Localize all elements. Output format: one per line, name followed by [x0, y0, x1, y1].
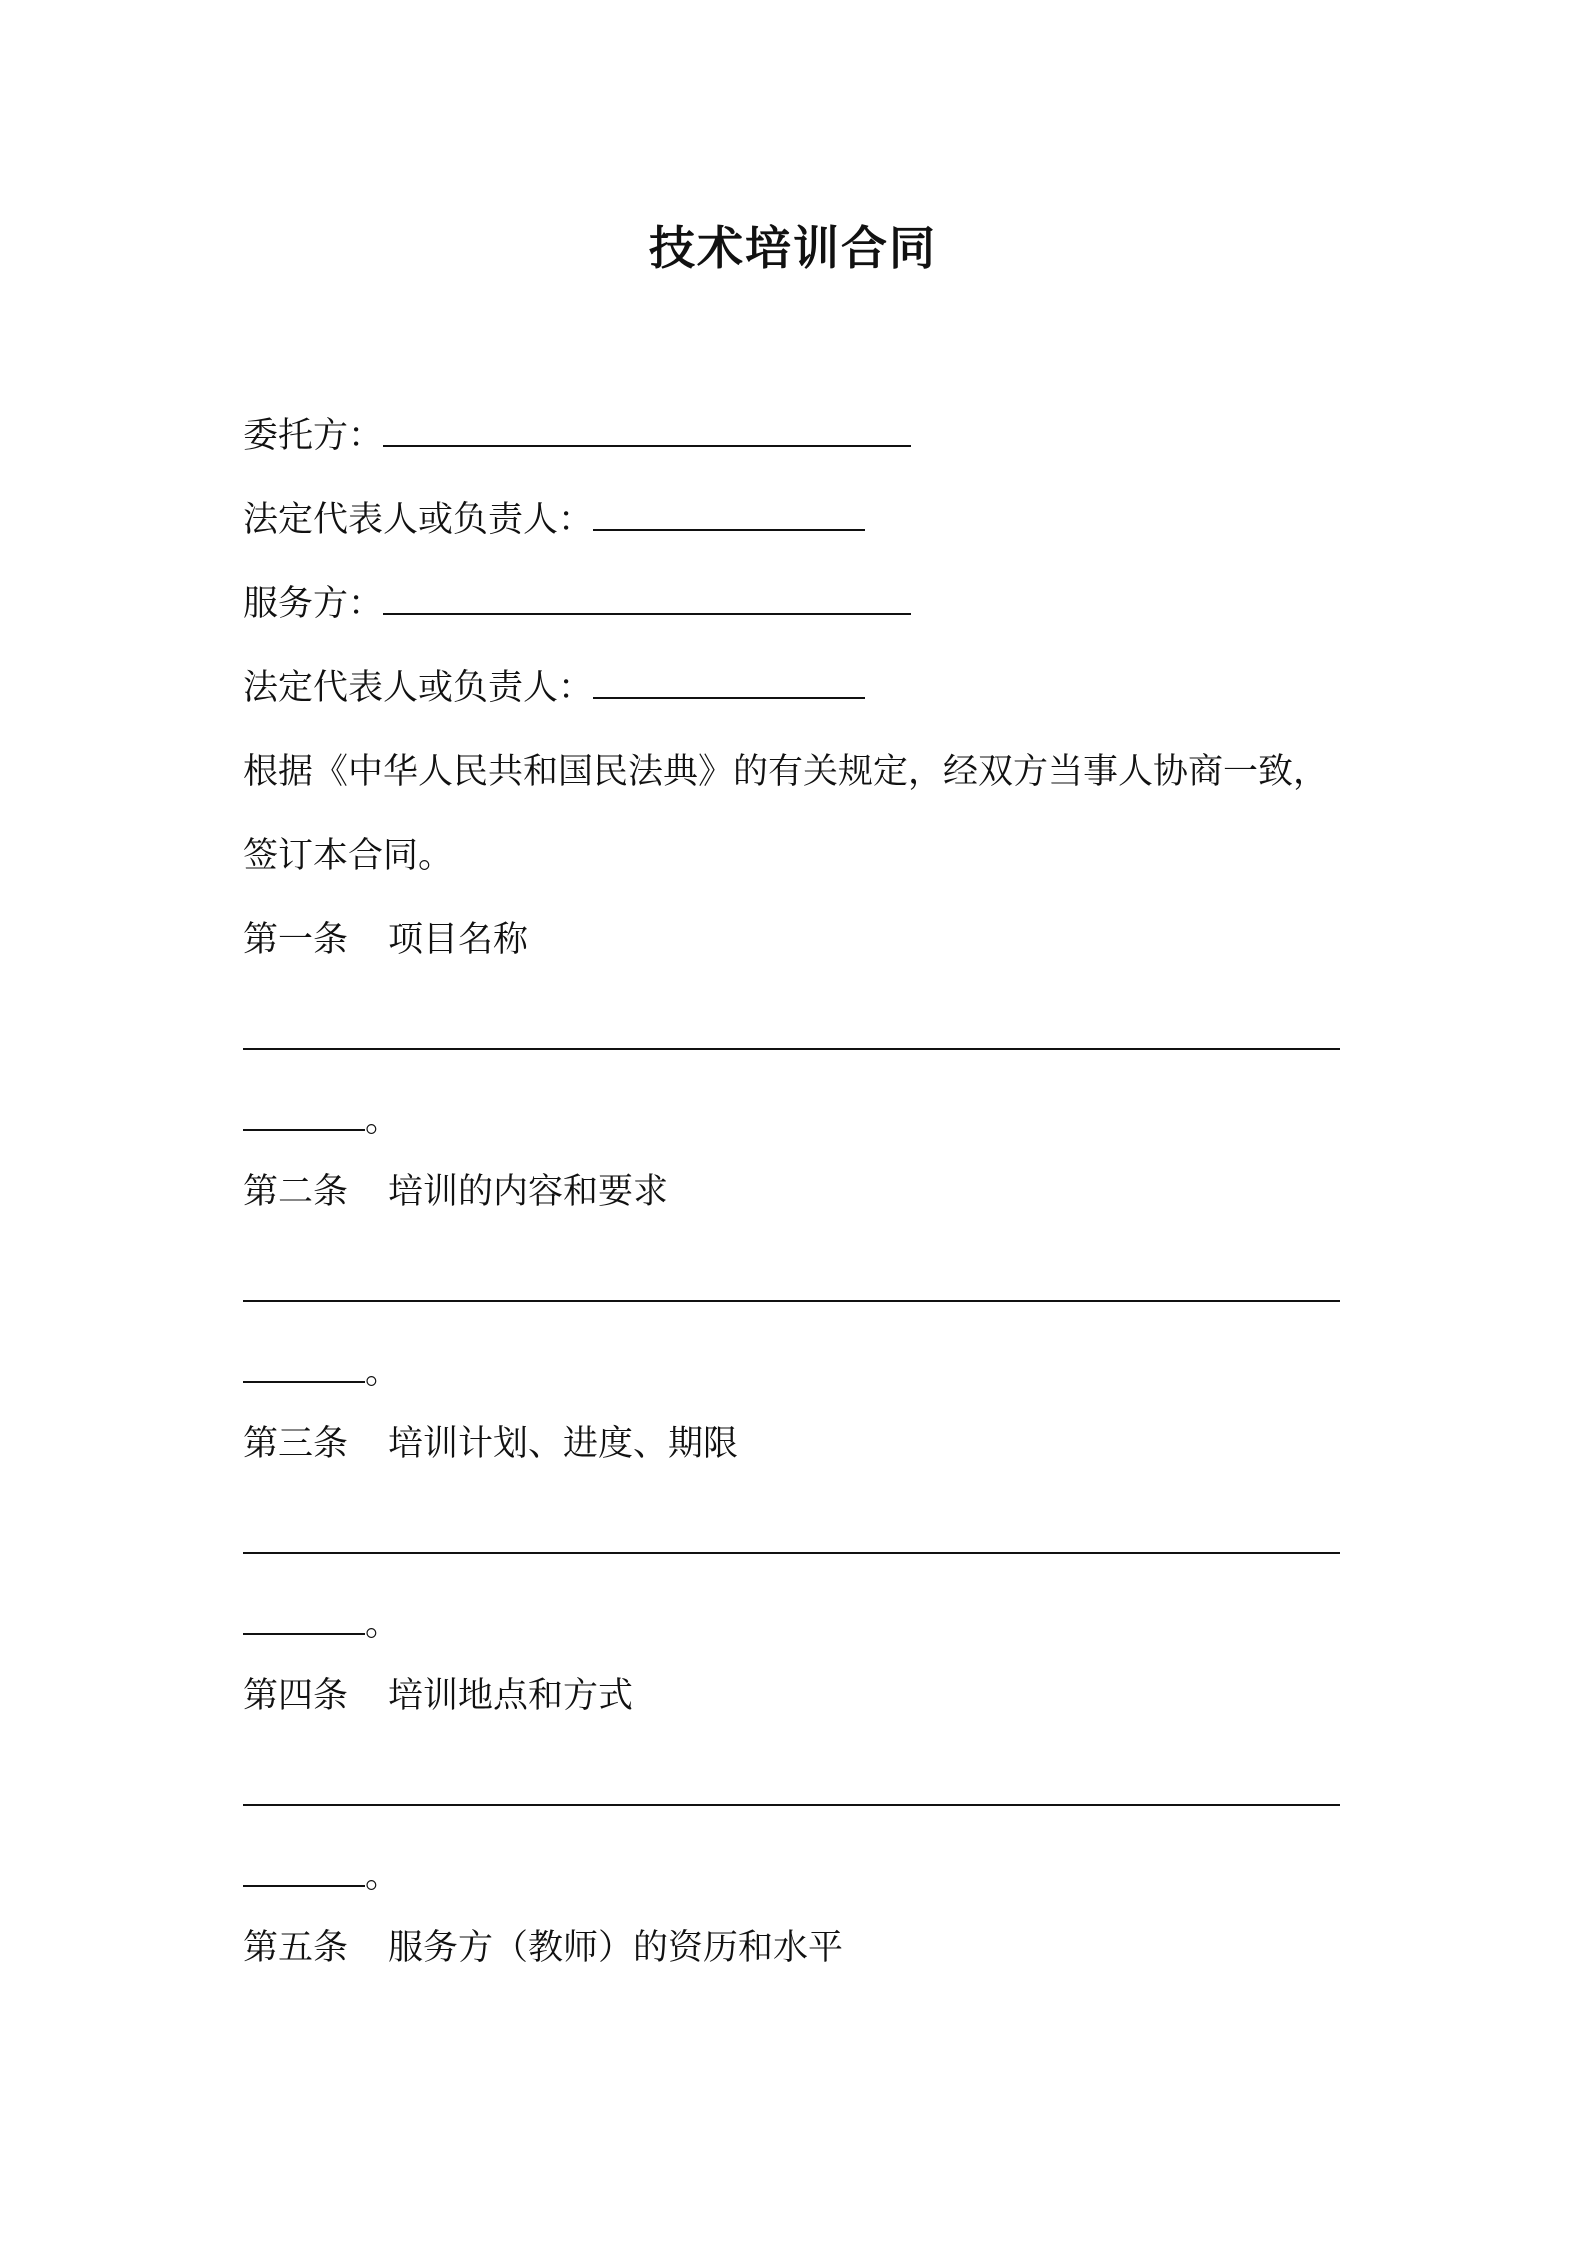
preamble-line-1: 根据《中华人民共和国民法典》的有关规定，经双方当事人协商一致，	[243, 752, 1329, 792]
preamble-line-2: 签订本合同。	[243, 836, 454, 876]
article-3-number: 第三条	[243, 1424, 349, 1464]
article-4-period: 。	[365, 1856, 401, 1896]
article-5-title: 服务方（教师）的资历和水平	[388, 1928, 844, 1968]
article-2-heading	[243, 1170, 668, 1214]
article-2-period: 。	[365, 1352, 401, 1392]
article-1-number: 第一条	[243, 920, 349, 960]
party-provider-label: 服务方：	[243, 584, 384, 624]
article-1-blank-line[interactable]	[243, 1048, 1340, 1050]
party-client-representative	[243, 498, 865, 542]
article-4-blank-line[interactable]	[243, 1804, 1340, 1806]
article-4-number: 第四条	[243, 1676, 349, 1716]
article-2-blank-short[interactable]	[243, 1351, 365, 1383]
article-2-number: 第二条	[243, 1172, 349, 1212]
party-client-label: 委托方：	[243, 416, 384, 456]
article-3-blank-end	[243, 1602, 400, 1646]
party-provider-representative-label: 法定代表人或负责人：	[243, 668, 594, 708]
article-3-blank-short[interactable]	[243, 1603, 365, 1635]
party-client-representative-label: 法定代表人或负责人：	[243, 500, 594, 540]
article-1-heading	[243, 918, 528, 962]
party-client	[243, 414, 911, 458]
article-2-title: 培训的内容和要求	[388, 1172, 669, 1212]
article-4-blank-short[interactable]	[243, 1855, 365, 1887]
party-provider	[243, 582, 911, 626]
article-4-title: 培训地点和方式	[388, 1676, 634, 1716]
article-3-blank-line[interactable]	[243, 1552, 1340, 1554]
article-3-period: 。	[365, 1604, 401, 1644]
page-title: 技术培训合同	[649, 221, 937, 275]
article-1-period: 。	[365, 1100, 401, 1140]
article-5-number: 第五条	[243, 1928, 349, 1968]
article-3-heading	[243, 1422, 738, 1466]
party-provider-representative	[243, 666, 865, 710]
article-2-blank-line[interactable]	[243, 1300, 1340, 1302]
party-client-blank[interactable]	[383, 415, 911, 447]
article-5-heading	[243, 1926, 843, 1970]
article-1-blank-short[interactable]	[243, 1099, 365, 1131]
party-provider-blank[interactable]	[383, 583, 911, 615]
article-1-blank-end	[243, 1098, 400, 1142]
party-client-representative-blank[interactable]	[593, 499, 865, 531]
article-4-heading	[243, 1674, 633, 1718]
article-2-blank-end	[243, 1350, 400, 1394]
article-4-blank-end	[243, 1854, 400, 1898]
party-provider-representative-blank[interactable]	[593, 667, 865, 699]
article-1-title: 项目名称	[388, 920, 529, 960]
article-3-title: 培训计划、进度、期限	[388, 1424, 739, 1464]
